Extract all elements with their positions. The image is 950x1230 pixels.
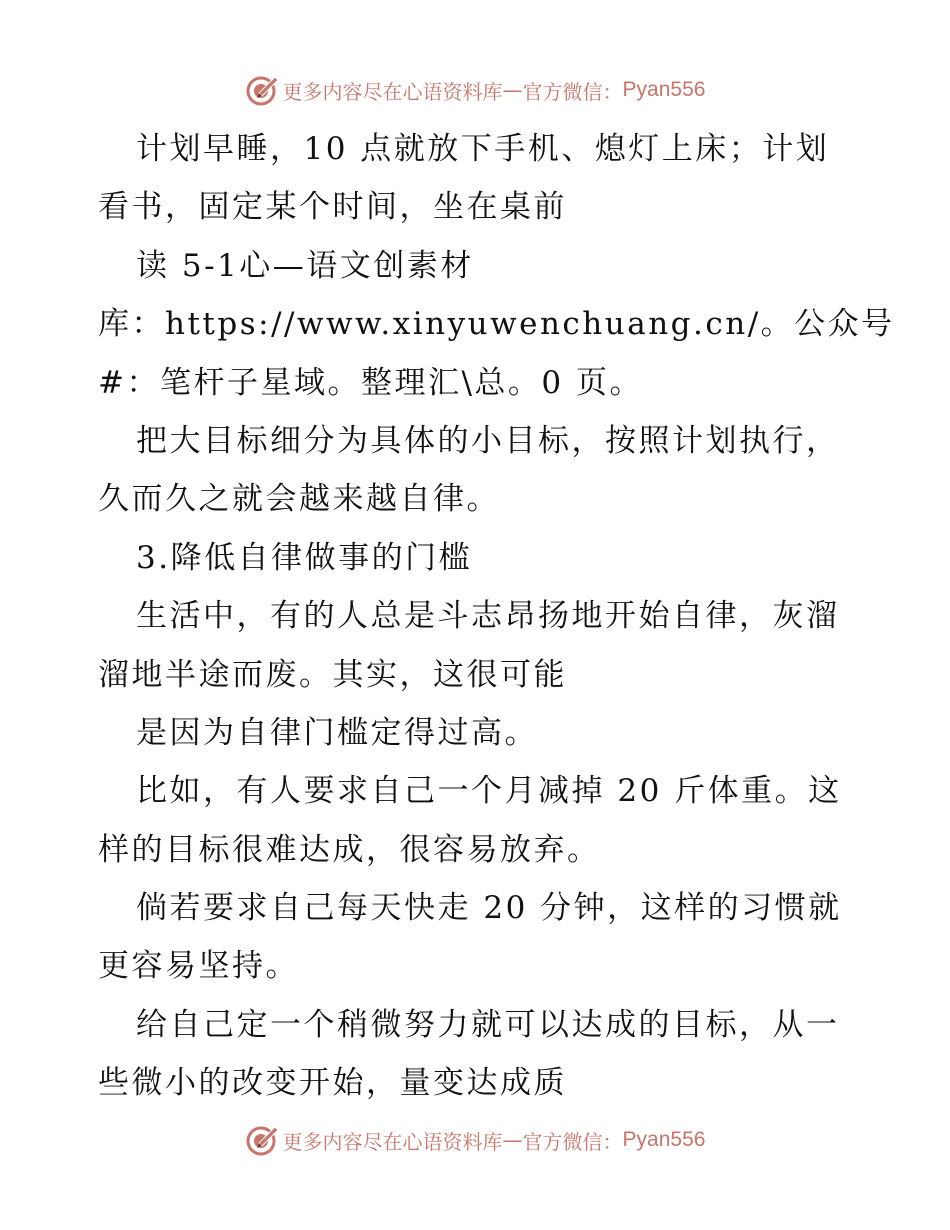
body-line: #：笔杆子星域。整理汇\总。0 页。 (98, 364, 643, 401)
body-line: 溜地半途而废。其实，这很可能 (98, 656, 567, 693)
header-watermark-text: 更多内容尽在心语资料库 (282, 79, 503, 104)
header-watermark-inner (245, 73, 706, 107)
body-line: 更容易坚持。 (98, 948, 299, 985)
body-line: 些微小的改变开始，量变达成质 (98, 1065, 567, 1102)
header-official-label: 官方微信： (522, 79, 623, 104)
footer-watermark (0, 1118, 950, 1162)
body-line: 读 5-1心—语文创素材 (136, 247, 474, 284)
body-line: 给自己定一个稍微努力就可以达成的目标，从一 (136, 1006, 840, 1043)
header-wechat-id: Pyan556 (622, 78, 706, 101)
body-line: 久而久之就会越来越自律。 (98, 481, 500, 518)
body-text (98, 120, 895, 1113)
body-line: 计划早睡，10 点就放下手机、熄灯上床；计划 (136, 131, 830, 167)
body-line: 库：https://www.xinyuwenchuang.cn/。公众号 (98, 306, 895, 343)
footer-official-label: 官方微信： (522, 1129, 623, 1154)
header-watermark (0, 68, 950, 112)
pen-logo-icon (245, 73, 279, 107)
body-line: 看书，固定某个时间，坐在桌前 (98, 189, 567, 226)
footer-watermark-text: 更多内容尽在心语资料库 (282, 1129, 503, 1154)
header-separator: — (502, 78, 523, 102)
body-line: 把大目标细分为具体的小目标，按照计划执行， (136, 422, 840, 459)
pen-logo-icon (245, 1123, 279, 1157)
body-line: 是因为自律门槛定得过高。 (136, 714, 538, 751)
footer-wechat-id: Pyan556 (622, 1128, 706, 1151)
body-line: 生活中，有的人总是斗志昂扬地开始自律，灰溜 (136, 598, 840, 635)
footer-separator: — (502, 1128, 523, 1152)
body-line: 比如，有人要求自己一个月减掉 20 斤体重。这 (136, 773, 842, 810)
footer-watermark-inner (245, 1123, 706, 1157)
body-line: 倘若要求自己每天快走 20 分钟，这样的习惯就 (136, 890, 842, 927)
section-heading: 3.降低自律做事的门槛 (136, 539, 473, 576)
body-line: 样的目标很难达成，很容易放弃。 (98, 831, 601, 868)
